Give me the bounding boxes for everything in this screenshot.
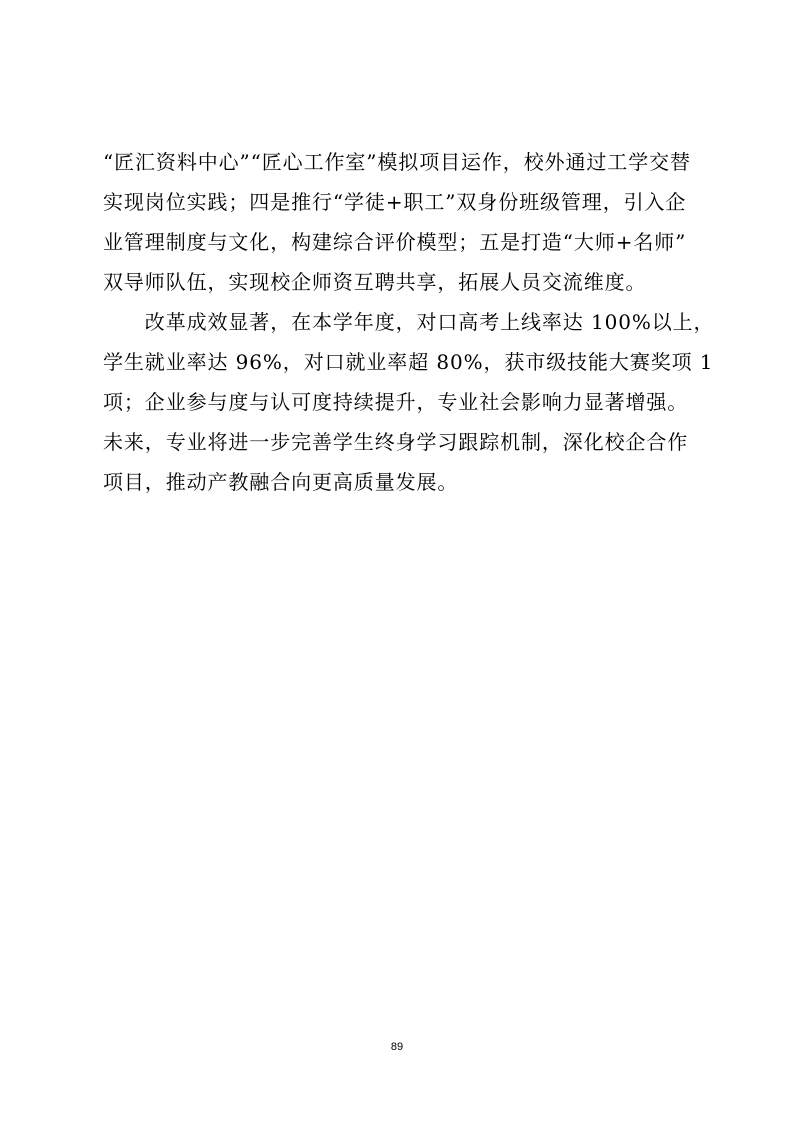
text-line: 未来，专业将进一步完善学生终身学习跟踪机制，深化校企合作 bbox=[103, 430, 689, 454]
body-text bbox=[103, 142, 715, 502]
page-number: 89 bbox=[390, 1041, 404, 1053]
paragraph-2 bbox=[103, 302, 715, 502]
text-line: 项；企业参与度与认可度持续提升，专业社会影响力显著增强。 bbox=[103, 390, 689, 414]
text-line: 学生就业率达 96%，对口就业率超 80%，获市级技能大赛奖项 1 bbox=[103, 350, 714, 374]
text-line: 业管理制度与文化，构建综合评价模型；五是打造“大师+名师” bbox=[103, 230, 687, 254]
text-line: 改革成效显著，在本学年度，对口高考上线率达 100%以上， bbox=[103, 310, 715, 334]
text-line: 实现岗位实践；四是推行“学徒+职工”双身份班级管理，引入企 bbox=[103, 190, 687, 214]
text-line: 项目，推动产教融合向更高质量发展。 bbox=[103, 470, 459, 494]
text-line: “匠汇资料中心”“匠心工作室”模拟项目运作，校外通过工学交替 bbox=[103, 150, 691, 174]
text-line: 双导师队伍，实现校企师资互聘共享，拓展人员交流维度。 bbox=[103, 270, 647, 294]
paragraph-1 bbox=[103, 142, 693, 302]
